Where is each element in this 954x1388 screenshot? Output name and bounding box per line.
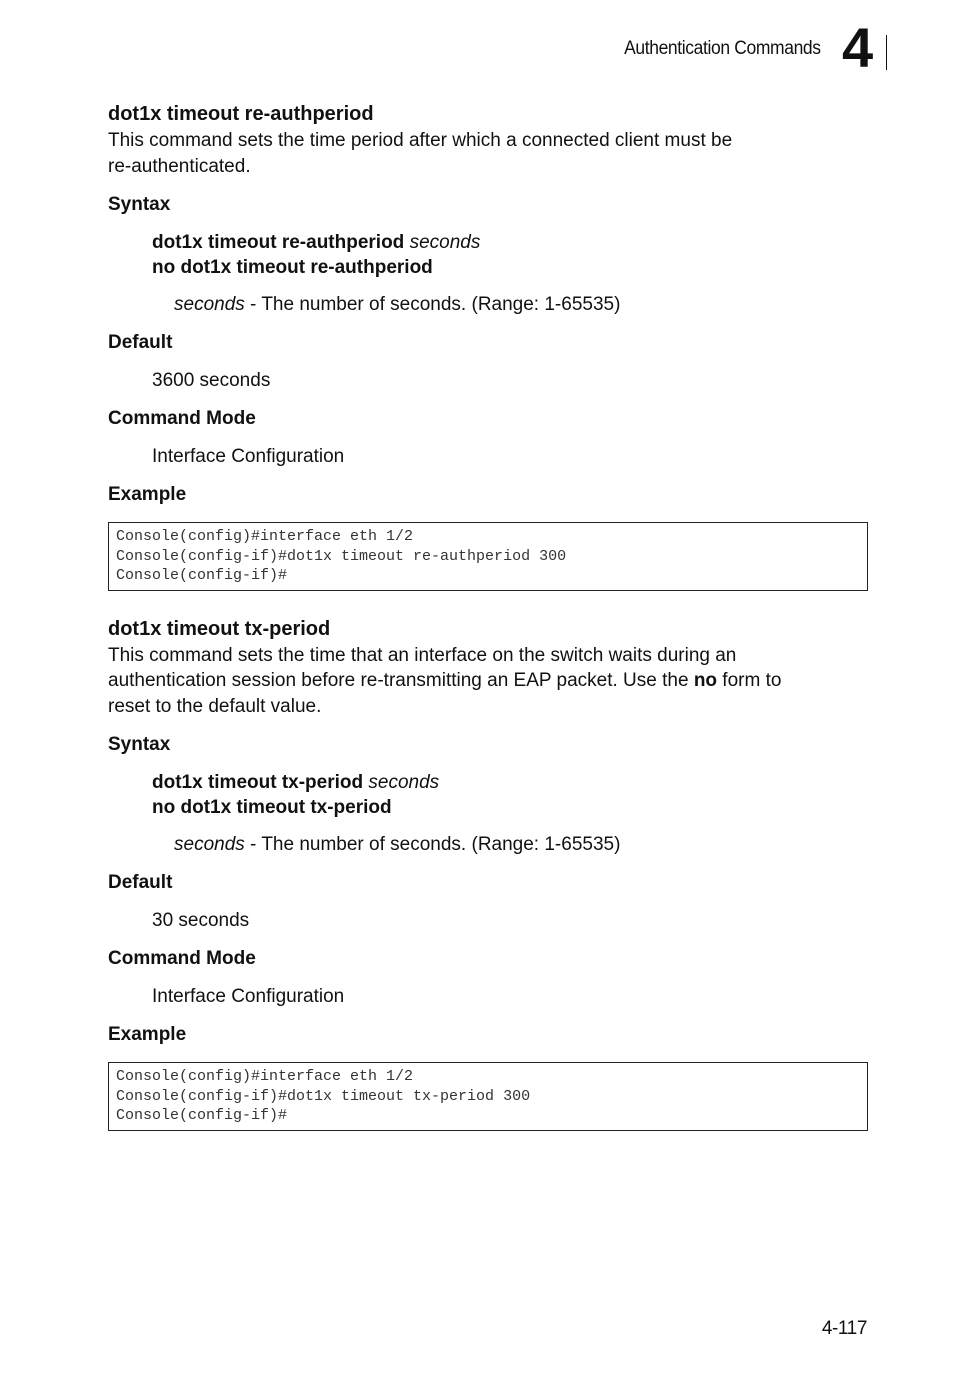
command-title: dot1x timeout re-authperiod bbox=[108, 103, 374, 125]
command-mode-value: Interface Configuration bbox=[152, 986, 345, 1007]
command-mode-label: Command Mode bbox=[108, 948, 256, 969]
syntax-command: dot1x timeout tx-period bbox=[152, 772, 364, 793]
command-title: dot1x timeout tx-period bbox=[108, 617, 331, 640]
syntax-no-form: no dot1x timeout tx-period bbox=[152, 797, 392, 818]
parameter-name: seconds bbox=[174, 834, 245, 855]
section-tx-period bbox=[108, 615, 868, 1131]
parameter-text: - The number of seconds. (Range: 1-65535) bbox=[244, 294, 621, 315]
parameter-description bbox=[108, 292, 868, 317]
parameter-text: - The number of seconds. (Range: 1-65535) bbox=[244, 834, 621, 855]
syntax-line bbox=[152, 770, 868, 795]
command-mode-label: Command Mode bbox=[108, 408, 256, 429]
example-label: Example bbox=[108, 1024, 187, 1045]
chapter-number: 4 bbox=[842, 16, 874, 79]
running-header-title: Authentication Commands bbox=[624, 38, 821, 59]
syntax-no-form: no dot1x timeout re-authperiod bbox=[152, 257, 433, 278]
command-mode-value: Interface Configuration bbox=[152, 446, 345, 467]
syntax-label: Syntax bbox=[108, 194, 171, 215]
keyword-no: no bbox=[693, 670, 718, 691]
syntax-command: dot1x timeout re-authperiod bbox=[152, 232, 405, 253]
example-label: Example bbox=[108, 484, 187, 505]
default-value: 30 seconds bbox=[152, 910, 250, 931]
section-re-authperiod bbox=[108, 100, 868, 591]
command-description: This command sets the time period after which a connected client must be re-authenticated. bbox=[108, 130, 733, 177]
syntax-label: Syntax bbox=[108, 734, 171, 755]
parameter-description bbox=[108, 832, 868, 857]
syntax-block bbox=[108, 230, 868, 280]
default-label: Default bbox=[108, 332, 173, 353]
example-code-block: Console(config)#interface eth 1/2 Console(config-if)#dot1x timeout tx-period 300 Console(config-if)# bbox=[108, 1062, 868, 1131]
syntax-parameter: seconds bbox=[409, 232, 481, 253]
default-label: Default bbox=[108, 872, 173, 893]
syntax-parameter: seconds bbox=[368, 772, 440, 793]
command-description: This command sets the time that an interface on the switch waits during an authentication session before re-transmitting an EAP packet. Use the no form to reset to the default value. bbox=[108, 644, 782, 717]
syntax-block bbox=[108, 770, 868, 820]
syntax-line bbox=[152, 230, 868, 255]
default-value: 3600 seconds bbox=[152, 370, 271, 391]
page-content bbox=[108, 100, 868, 1131]
parameter-name: seconds bbox=[174, 294, 245, 315]
example-code-block: Console(config)#interface eth 1/2 Console(config-if)#dot1x timeout re-authperiod 300 Console(config-if)# bbox=[108, 522, 868, 591]
page-number: 4-117 bbox=[821, 1318, 867, 1339]
header-divider bbox=[886, 35, 887, 70]
